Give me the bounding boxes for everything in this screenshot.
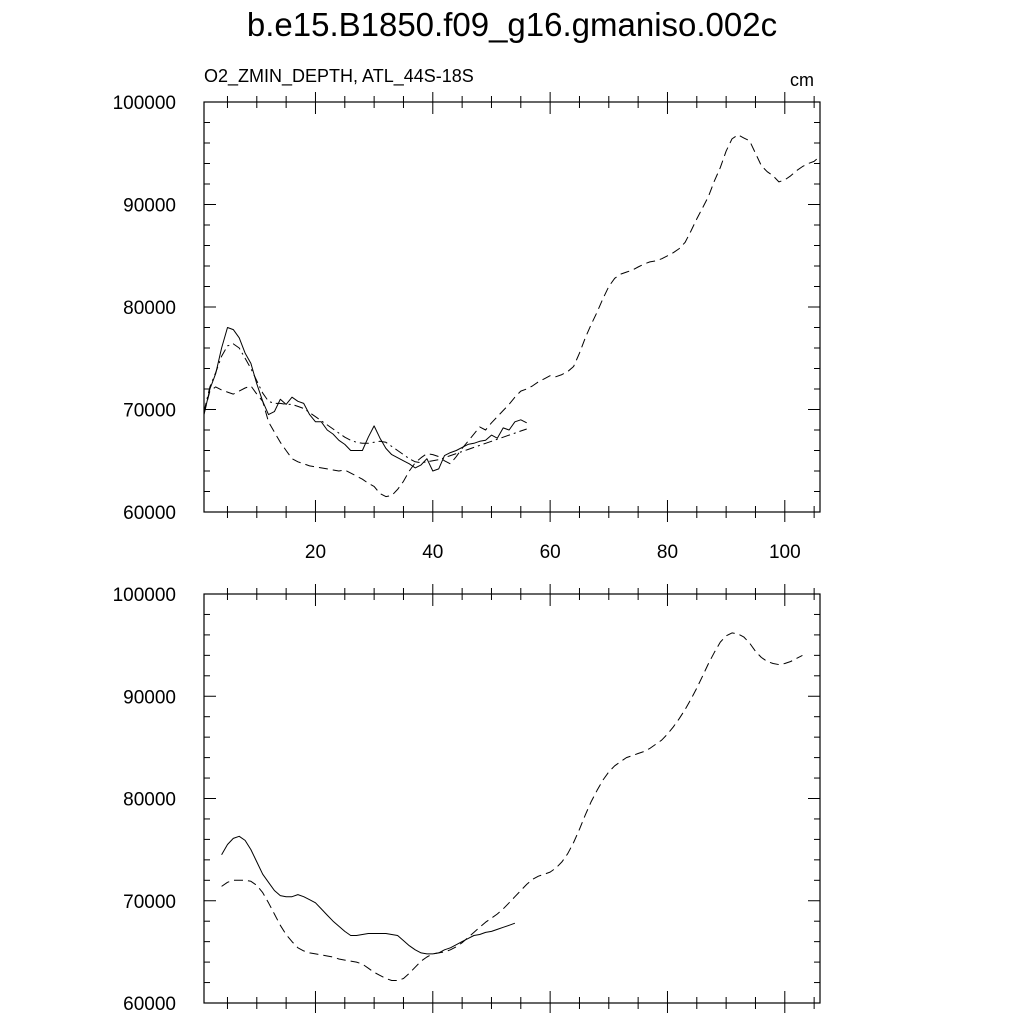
y-tick-label: 60000 <box>123 503 176 524</box>
panel-bottom <box>113 584 820 1015</box>
chart-title: b.e15.B1850.f09_g16.gmaniso.002c <box>246 6 778 43</box>
x-tick-label: 80 <box>656 542 679 563</box>
series-line-dashed <box>222 633 803 981</box>
y-tick-label: 80000 <box>123 298 176 319</box>
units-label: cm <box>790 70 814 90</box>
y-tick-label: 90000 <box>123 687 176 709</box>
x-tick-label: 20 <box>304 542 327 563</box>
chart-subtitle: O2_ZMIN_DEPTH, ATL_44S-18S <box>204 66 474 86</box>
y-tick-label: 70000 <box>123 891 176 913</box>
plot-frame <box>204 102 820 512</box>
y-tick-label: 80000 <box>123 789 176 811</box>
y-tick-label: 70000 <box>123 400 176 422</box>
series-line-solid <box>222 836 515 954</box>
series-line-dashed <box>204 135 820 497</box>
y-tick-label: 100000 <box>112 585 176 606</box>
x-tick-label: 60 <box>539 542 561 563</box>
series-line-solid <box>204 328 527 472</box>
x-tick-label: 40 <box>422 542 444 563</box>
plot-frame <box>204 594 820 1003</box>
x-tick-label: 100 <box>768 542 801 563</box>
y-tick-label: 60000 <box>123 994 176 1015</box>
y-tick-label: 100000 <box>112 93 176 114</box>
y-tick-label: 90000 <box>123 195 176 217</box>
panel-top <box>113 92 820 563</box>
